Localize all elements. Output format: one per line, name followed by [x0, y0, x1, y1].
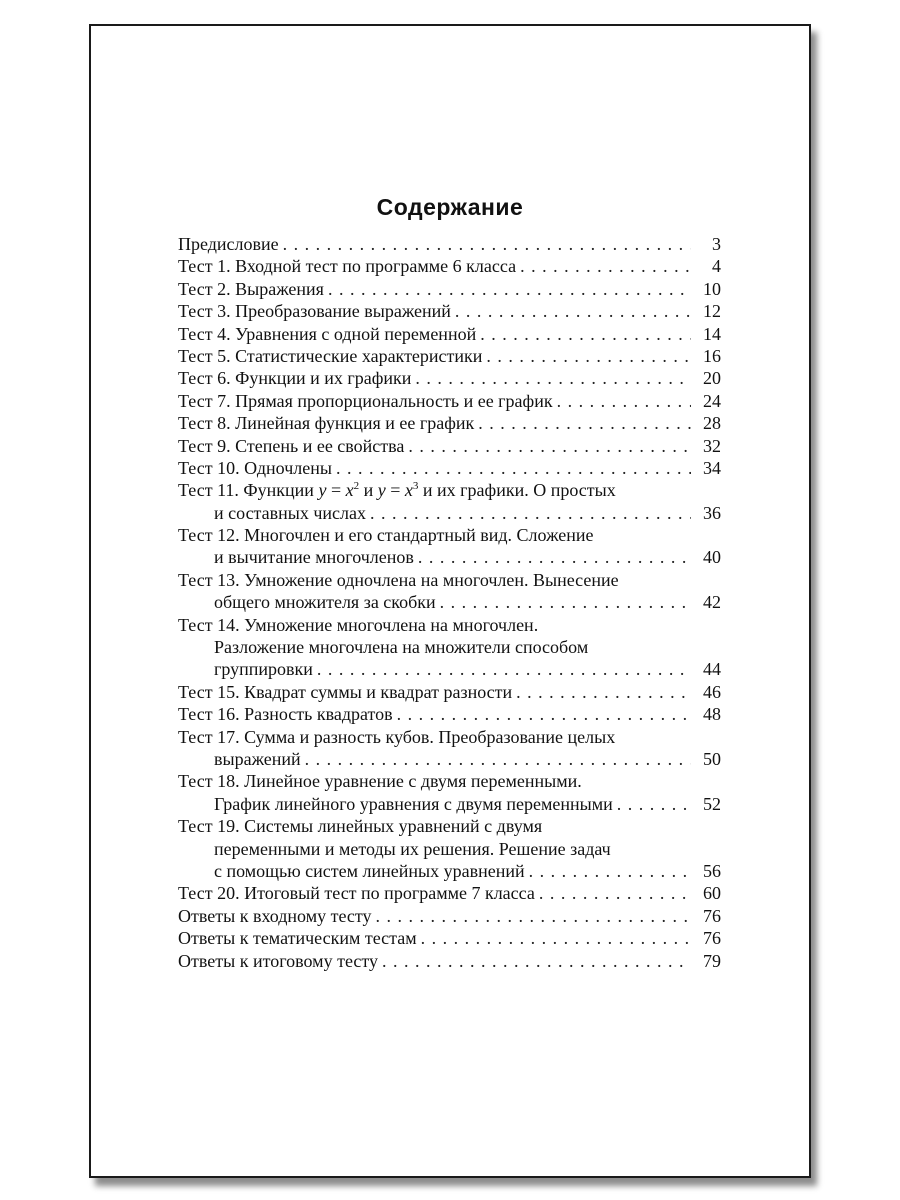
dot-leader [478, 412, 691, 434]
dot-leader [305, 748, 691, 770]
toc-entry [178, 323, 721, 345]
toc-line [178, 860, 721, 882]
toc-entry [178, 882, 721, 904]
toc-line [178, 950, 721, 972]
toc-line [178, 390, 721, 412]
toc-line [178, 412, 721, 434]
toc-page-number: 46 [703, 681, 721, 702]
toc-entry-text: Тест 18. Линейное уравнение с двумя переменными. [178, 771, 582, 792]
toc-line [178, 815, 721, 837]
toc-entry [178, 770, 721, 815]
toc-line [178, 233, 721, 255]
toc-entry-text: и вычитание многочленов [214, 547, 414, 568]
toc-entry-text: Тест 7. Прямая пропорциональность и ее график [178, 390, 553, 411]
toc-entry-text: группировки [214, 659, 313, 680]
toc-entry-text: Тест 11. Функции $y = x^2$ и $y = x^3$ и их графики. О простых [178, 480, 616, 501]
toc-page-number: 4 [712, 256, 721, 277]
toc-entry [178, 479, 721, 524]
toc-entry [178, 905, 721, 927]
toc-entry-text: Тест 15. Квадрат суммы и квадрат разности [178, 681, 513, 702]
toc-line [178, 927, 721, 949]
dot-leader [418, 546, 691, 568]
toc-page-number: 20 [703, 368, 721, 389]
toc-entry-text: общего множителя за скобки [214, 592, 436, 613]
toc-line [178, 681, 721, 703]
toc-entry-text: Тест 20. Итоговый тест по программе 7 класса [178, 883, 535, 904]
toc-entry-text: Разложение многочлена на множители способом [214, 637, 589, 658]
toc-entry-text: Тест 1. Входной тест по программе 6 класса [178, 256, 517, 277]
toc-line [178, 524, 721, 546]
toc-entry-text: Тест 2. Выражения [178, 278, 324, 299]
toc-entry [178, 457, 721, 479]
toc-entry [178, 367, 721, 389]
toc-line [178, 300, 721, 322]
toc-page-number: 60 [703, 883, 721, 904]
toc-entry [178, 412, 721, 434]
toc-entry-text: Ответы к входному тесту [178, 905, 372, 926]
toc-page-number: 36 [703, 502, 721, 523]
dot-leader [539, 882, 691, 904]
toc-line [178, 457, 721, 479]
toc-page-number: 10 [703, 278, 721, 299]
toc-entry-text: Тест 8. Линейная функция и ее график [178, 413, 475, 434]
toc-line [178, 658, 721, 680]
toc-page-number: 50 [703, 748, 721, 769]
toc-line [178, 323, 721, 345]
toc-entry-text: График линейного уравнения с двумя переменными [214, 793, 613, 814]
toc-line [178, 479, 721, 501]
toc-entry-text: Тест 19. Системы линейных уравнений с двумя [178, 816, 543, 837]
toc-page-number: 42 [703, 592, 721, 613]
toc-line [178, 838, 721, 860]
toc-entry [178, 345, 721, 367]
toc-entry [178, 681, 721, 703]
toc-line [178, 278, 721, 300]
dot-leader [283, 233, 691, 255]
toc-entry [178, 390, 721, 412]
toc-page-number: 24 [703, 390, 721, 411]
toc-entry-text: Тест 12. Многочлен и его стандартный вид. Сложение [178, 525, 594, 546]
toc-page-number: 12 [703, 301, 721, 322]
dot-leader [370, 502, 691, 524]
toc-entry [178, 524, 721, 569]
toc-entry [178, 278, 721, 300]
toc-line [178, 770, 721, 792]
toc-page-number: 79 [703, 950, 721, 971]
toc-entry-text: Тест 9. Степень и ее свойства [178, 435, 405, 456]
toc-entry-text: Тест 4. Уравнения с одной переменной [178, 323, 477, 344]
toc-page-number: 3 [712, 234, 721, 254]
toc-page-number: 32 [703, 435, 721, 456]
toc-entry [178, 950, 721, 972]
toc-entry-text: Предисловие [178, 234, 279, 254]
toc-entry [178, 927, 721, 949]
toc-entry [178, 435, 721, 457]
dot-leader [336, 457, 691, 479]
toc-entry-text: Тест 17. Сумма и разность кубов. Преобразование целых [178, 726, 616, 747]
toc-line [178, 748, 721, 770]
toc-entry-text: и составных числах [214, 502, 367, 523]
dot-leader [557, 390, 691, 412]
toc-page-number: 76 [703, 905, 721, 926]
toc-line [178, 569, 721, 591]
dot-leader [617, 793, 691, 815]
dot-leader [486, 345, 691, 367]
toc-line [178, 502, 721, 524]
toc-entry-text: Тест 14. Умножение многочлена на многочлен. [178, 614, 539, 635]
toc-entry [178, 569, 721, 614]
dot-leader [415, 367, 691, 389]
toc-line [178, 882, 721, 904]
toc-entry-text: Тест 13. Умножение одночлена на многочлен. Вынесение [178, 569, 619, 590]
toc-page-number: 44 [703, 659, 721, 680]
dot-leader [408, 435, 691, 457]
table-of-contents [178, 233, 721, 972]
toc-entry-text: Тест 5. Статистические характеристики [178, 345, 483, 366]
toc-entry-text: Ответы к тематическим тестам [178, 928, 417, 949]
toc-page-number: 14 [703, 323, 721, 344]
toc-line [178, 546, 721, 568]
toc-entry-text: Тест 3. Преобразование выражений [178, 301, 451, 322]
dot-leader [440, 591, 691, 613]
toc-entry-text: переменными и методы их решения. Решение задач [214, 838, 611, 859]
toc-entry-text: с помощью систем линейных уравнений [214, 860, 525, 881]
toc-line [178, 726, 721, 748]
toc-entry [178, 726, 721, 771]
toc-entry [178, 233, 721, 255]
toc-page-number: 28 [703, 413, 721, 434]
dot-leader [529, 860, 691, 882]
toc-line [178, 367, 721, 389]
page-title: Содержание [376, 194, 524, 220]
dot-leader [520, 255, 691, 277]
dot-leader [421, 927, 691, 949]
toc-entry-text: Тест 16. Разность квадратов [178, 704, 393, 725]
toc-page-number: 40 [703, 547, 721, 568]
toc-line [178, 255, 721, 277]
toc-entry-text: Тест 6. Функции и их графики [178, 368, 412, 389]
dot-leader [397, 703, 691, 725]
toc-line [178, 905, 721, 927]
toc-line [178, 614, 721, 636]
toc-page-number: 48 [703, 704, 721, 725]
toc-entry [178, 815, 721, 882]
toc-page-number: 34 [703, 457, 721, 478]
toc-page-number: 16 [703, 345, 721, 366]
toc-entry-text: выражений [214, 748, 301, 769]
dot-leader [516, 681, 691, 703]
dot-leader [455, 300, 691, 322]
toc-entry [178, 255, 721, 277]
toc-entry [178, 300, 721, 322]
toc-entry-text: Тест 10. Одночлены [178, 457, 332, 478]
toc-line [178, 435, 721, 457]
toc-line [178, 591, 721, 613]
dot-leader [480, 323, 691, 345]
toc-line [178, 345, 721, 367]
toc-page-number: 52 [703, 793, 721, 814]
toc-page-number: 56 [703, 860, 721, 881]
dot-leader [328, 278, 691, 300]
toc-line [178, 636, 721, 658]
toc-page-number: 76 [703, 928, 721, 949]
dot-leader [317, 658, 691, 680]
dot-leader [376, 905, 691, 927]
toc-line [178, 793, 721, 815]
toc-line [178, 703, 721, 725]
dot-leader [382, 950, 691, 972]
toc-entry [178, 703, 721, 725]
book-page [89, 24, 811, 1178]
toc-entry [178, 614, 721, 681]
toc-entry-text: Ответы к итоговому тесту [178, 950, 378, 971]
